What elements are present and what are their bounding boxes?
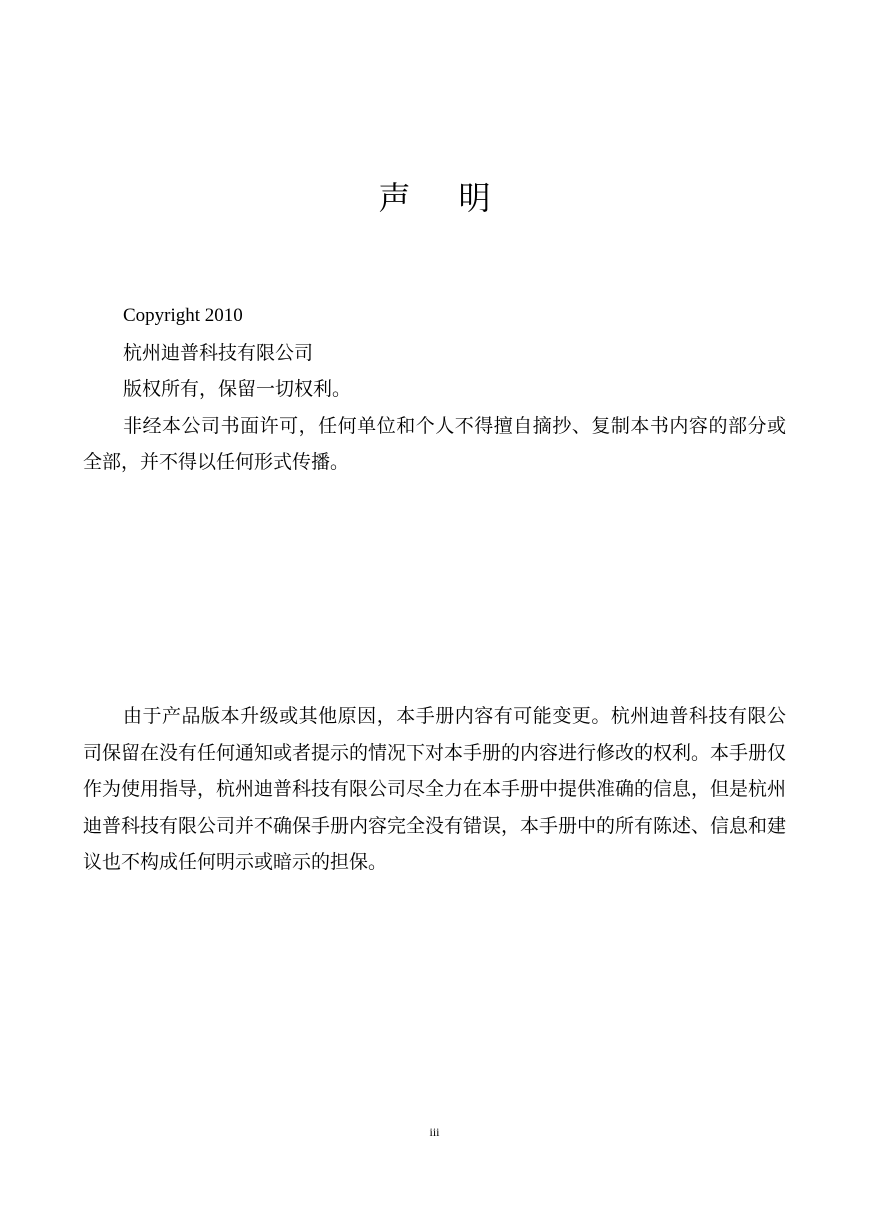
disclaimer-paragraph: 由于产品版本升级或其他原因，本手册内容有可能变更。杭州迪普科技有限公司保留在没有任何通知或者提示的情况下对本手册的内容进行修改的权利。本手册仅作为使用指导，杭州迪普科技有限公司尽全力在本手册中提供准确的信息，但是杭州迪普科技有限公司并不确保手册内容完全没有错误，本手册中的所有陈述、信息和建议也不构成任何明示或暗示的担保。 [83,705,787,873]
rights-reserved: 版权所有，保留一切权利。 [123,378,352,400]
page-title-char-2: 明 [458,179,491,217]
disclaimer-section [83,698,786,881]
copyright-line: Copyright 2010 [123,305,243,326]
page-title-char-1: 声 [378,179,411,217]
company-name: 杭州迪普科技有限公司 [123,341,314,364]
page-title [0,176,869,220]
reproduction-restriction: 非经本公司书面许可，任何单位和个人不得擅自摘抄、复制本书内容的部分或全部，并不得以任何形式传播。 [83,414,786,473]
copyright-notice [83,298,786,481]
page-number: iii [429,1125,440,1139]
